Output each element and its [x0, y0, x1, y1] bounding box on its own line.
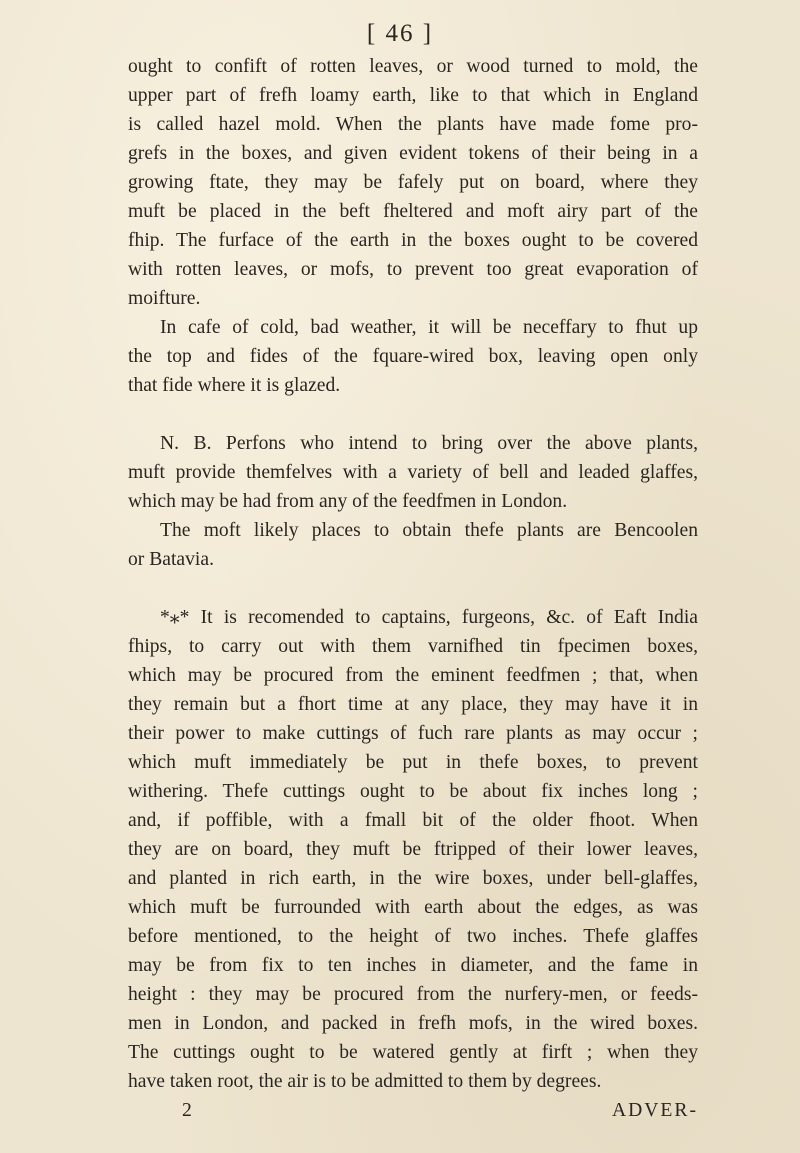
text-line: and planted in rich earth, in the wire boxes, under bell-glaffes,	[128, 868, 698, 889]
paragraph	[128, 516, 698, 574]
text-line: In cafe of cold, bad weather, it will be neceffary to fhut up	[160, 317, 698, 338]
paragraph	[128, 429, 698, 516]
text-line: which may be procured from the eminent feedfmen ; that, when	[128, 665, 698, 686]
page-footer	[128, 1096, 698, 1125]
text-line: which muft be furrounded with earth about the edges, as was	[128, 897, 698, 918]
text-line: or Batavia.	[128, 549, 214, 570]
text-line: fhips, to carry out with them varnifhed tin fpecimen boxes,	[128, 636, 698, 657]
text-line: fhip. The furface of the earth in the boxes ought to be covered	[128, 230, 698, 251]
text-line: The moft likely places to obtain thefe plants are Bencoolen	[160, 520, 698, 541]
text-line: N. B. Perfons who intend to bring over the above plants,	[160, 433, 698, 454]
text-line: muft be placed in the beft fheltered and moft airy part of the	[128, 201, 698, 222]
text-line: upper part of frefh loamy earth, like to that which in England	[128, 85, 698, 106]
text-line: withering. Thefe cuttings ought to be about fix inches long ;	[128, 781, 698, 802]
paragraph	[128, 313, 698, 400]
body-text	[128, 52, 698, 1125]
text-line: *⁎* It is recomended to captains, furgeons, &c. of Eaft India	[160, 607, 698, 628]
text-line: and, if poffible, with a fmall bit of the older fhoot. When	[128, 810, 698, 831]
text-line: is called hazel mold. When the plants have made fome pro-	[128, 114, 698, 135]
text-line: which muft immediately be put in thefe boxes, to prevent	[128, 752, 698, 773]
text-line: The cuttings ought to be watered gently at firft ; when they	[128, 1042, 698, 1063]
text-line: men in London, and packed in frefh mofs, in the wired boxes.	[128, 1013, 698, 1034]
text-line: muft provide themfelves with a variety of bell and leaded glaffes,	[128, 462, 698, 483]
paragraph-gap	[128, 574, 698, 603]
text-line: with rotten leaves, or mofs, to prevent too great evaporation of	[128, 259, 698, 280]
catchword: ADVER-	[611, 1100, 698, 1121]
text-line: have taken root, the air is to be admitted to them by degrees.	[128, 1071, 602, 1092]
page-number: [ 46 ]	[366, 20, 434, 47]
signature-mark: 2	[182, 1100, 192, 1121]
text-line: they remain but a fhort time at any place, they may have it in	[128, 694, 698, 715]
text-line: their power to make cuttings of fuch rare plants as may occur ;	[128, 723, 698, 744]
text-line: the top and fides of the fquare-wired box, leaving open only	[128, 346, 698, 367]
text-line: before mentioned, to the height of two inches. Thefe glaffes	[128, 926, 698, 947]
paragraph-gap	[128, 400, 698, 429]
text-line: may be from fix to ten inches in diameter, and the fame in	[128, 955, 698, 976]
text-line: height : they may be procured from the nurfery-men, or feeds-	[128, 984, 698, 1005]
text-line: they are on board, they muft be ftripped of their lower leaves,	[128, 839, 698, 860]
paragraph	[128, 603, 698, 1096]
text-line: that fide where it is glazed.	[128, 375, 341, 396]
text-line: moifture.	[128, 288, 201, 309]
text-line: grefs in the boxes, and given evident tokens of their being in a	[128, 143, 698, 164]
text-line: ought to confift of rotten leaves, or wood turned to mold, the	[128, 56, 698, 77]
paragraph	[128, 52, 698, 313]
text-line: which may be had from any of the feedfmen in London.	[128, 491, 568, 512]
text-line: growing ftate, they may be fafely put on board, where they	[128, 172, 698, 193]
